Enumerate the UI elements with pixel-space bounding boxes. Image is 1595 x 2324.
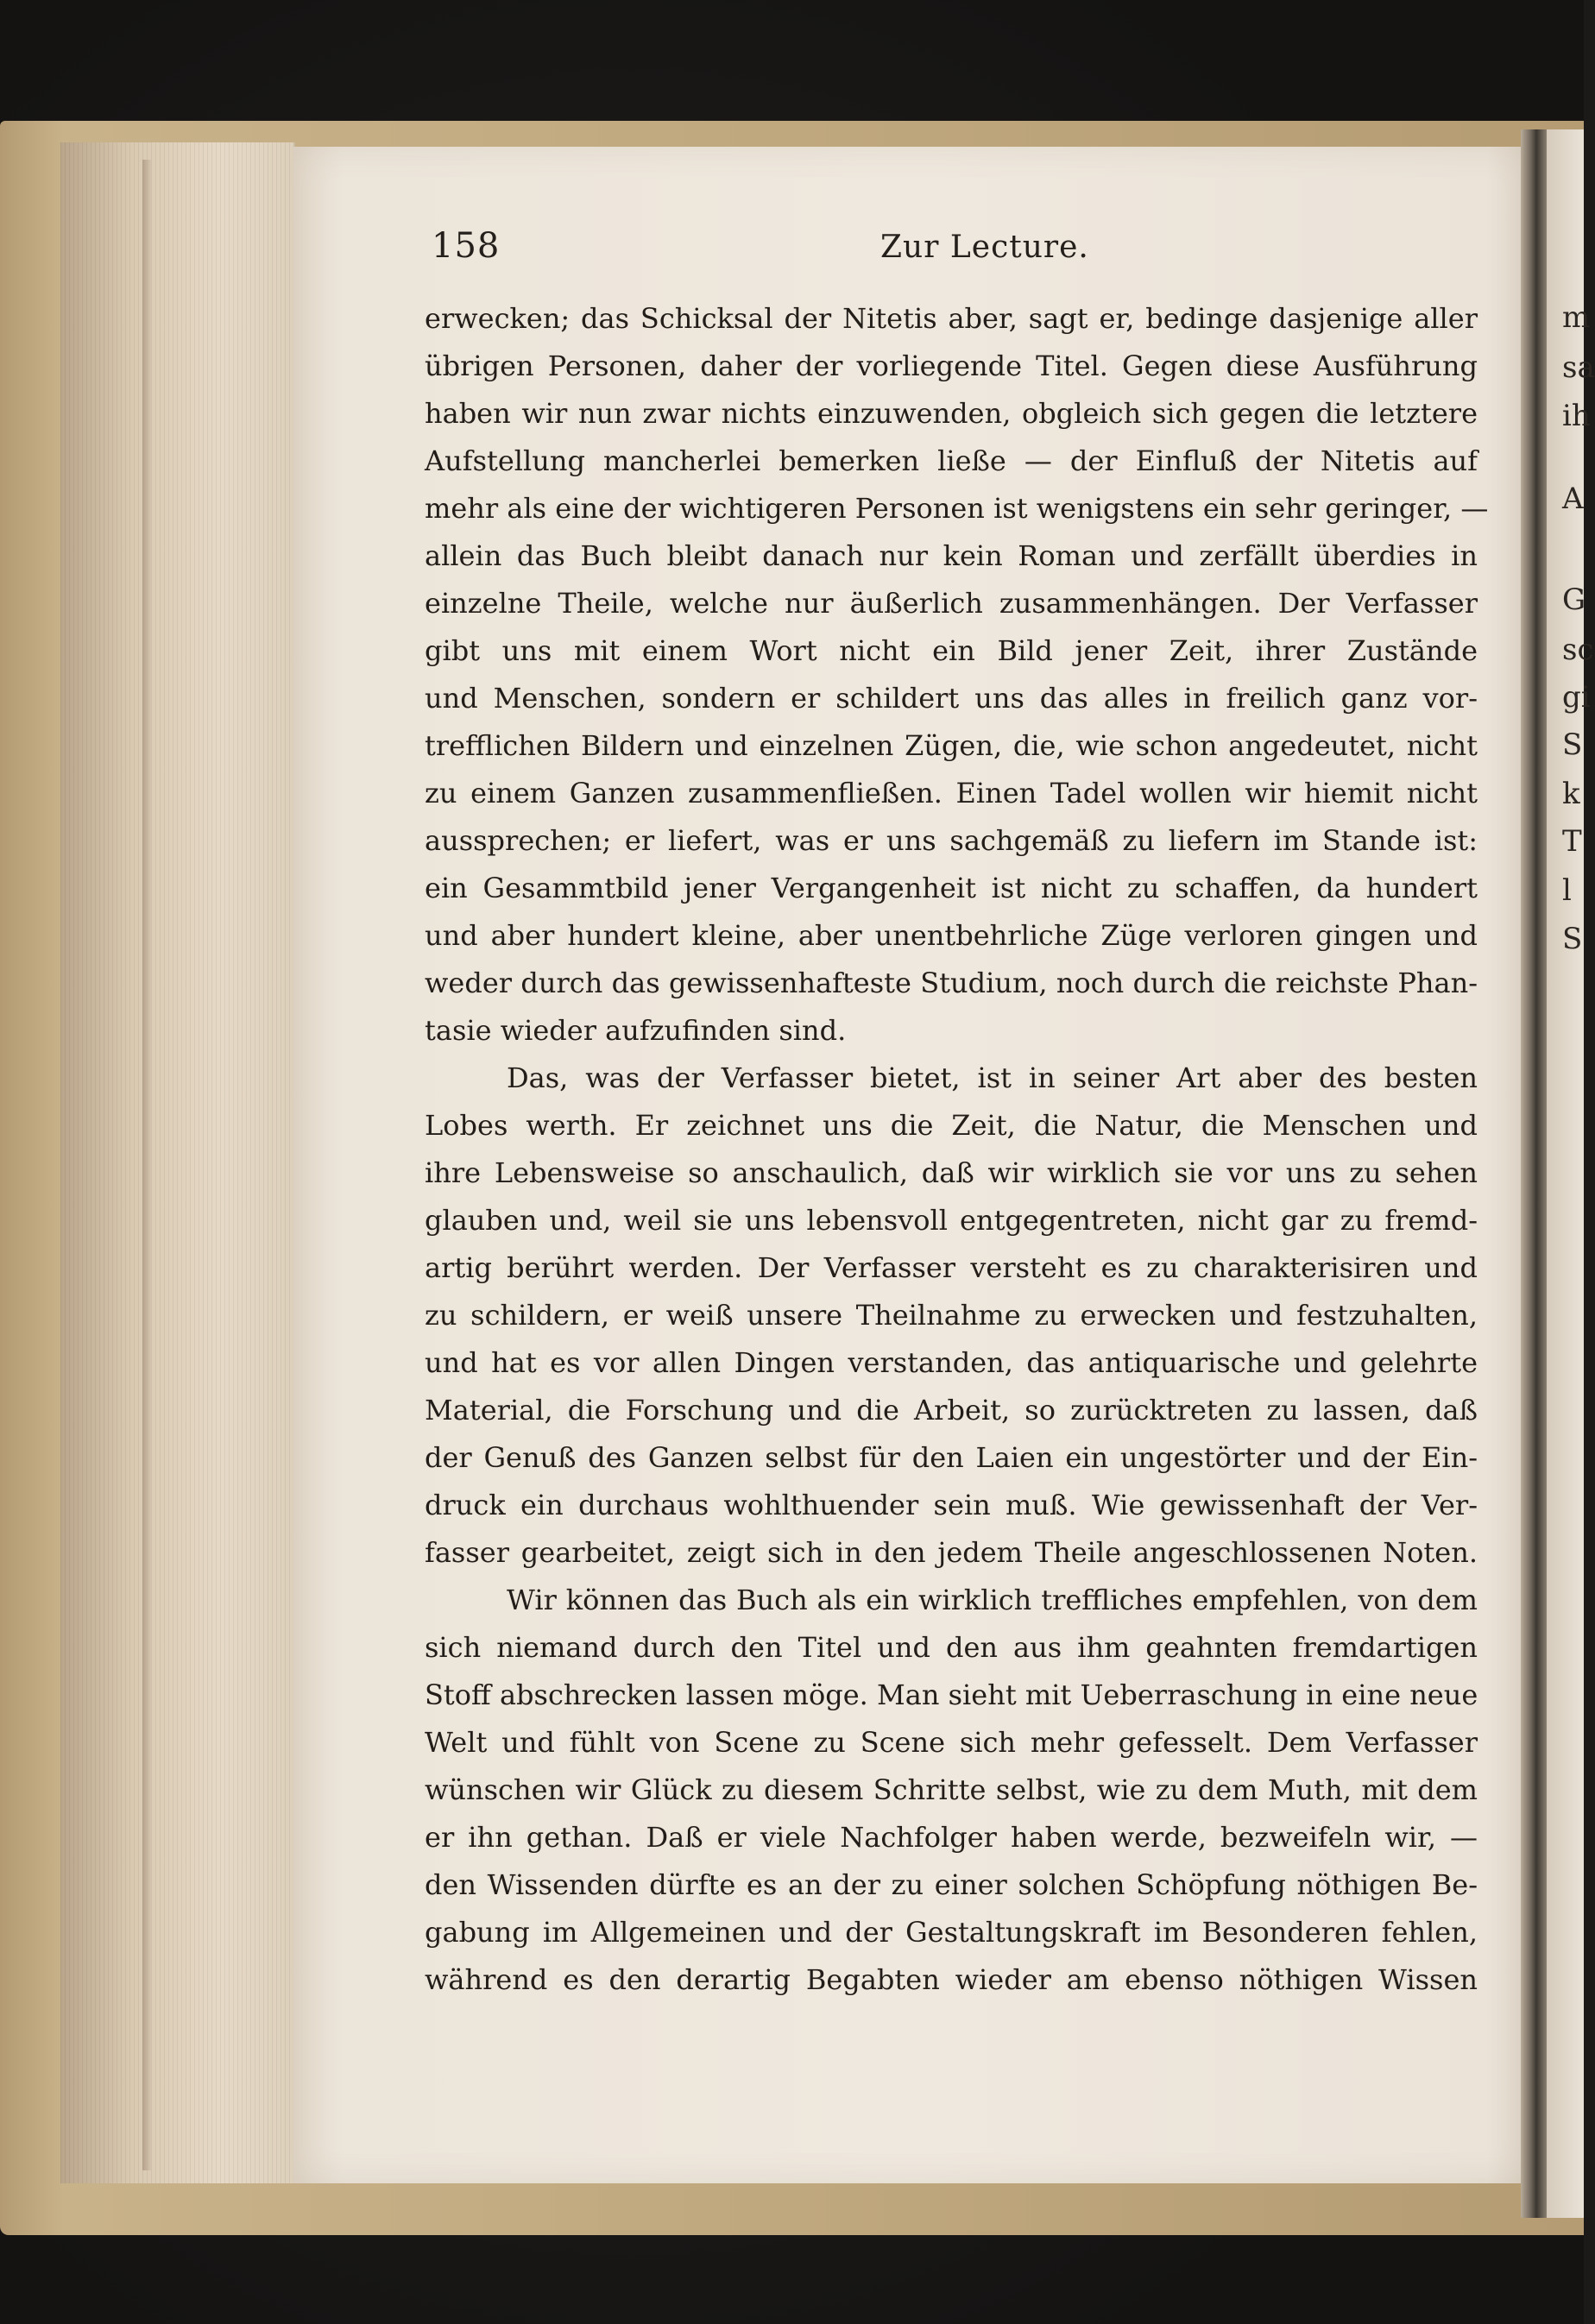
- text-line: der Genuß des Ganzen selbst für den Laien ein ungestörter und der Ein-: [425, 1441, 1478, 1474]
- text-line: Wir können das Buch als ein wirklich treffliches empfehlen, von dem: [507, 1584, 1478, 1616]
- page-header: [432, 226, 1480, 278]
- text-line: Das, was der Verfasser bietet, ist in seiner Art aber des besten: [507, 1061, 1478, 1094]
- text-line: druck ein durchaus wohlthuender sein muß. Wie gewissenhaft der Ver-: [425, 1489, 1478, 1521]
- next-page-fragment: S: [1562, 922, 1583, 956]
- next-page-fragment: G: [1562, 583, 1586, 617]
- next-page-fragment: S: [1562, 727, 1583, 762]
- text-line: tasie wieder aufzufinden sind.: [425, 1014, 847, 1047]
- next-page-fragment: ih: [1562, 399, 1591, 433]
- text-line: zu schildern, er weiß unsere Theilnahme zu erwecken und festzuhalten,: [425, 1299, 1478, 1332]
- next-page-fragment: T: [1562, 824, 1582, 859]
- page-number: 158: [432, 226, 501, 266]
- text-line: ein Gesammtbild jener Vergangenheit ist nicht zu schaffen, da hundert: [425, 872, 1478, 904]
- text-line: allein das Buch bleibt danach nur kein Roman und zerfällt überdies in: [425, 539, 1478, 572]
- next-page-fragment: sc: [1562, 633, 1594, 667]
- text-line: trefflichen Bildern und einzelnen Zügen, die, wie schon angedeutet, nicht: [425, 729, 1478, 762]
- next-page-fragment: k: [1562, 777, 1580, 811]
- text-line: und hat es vor allen Dingen verstanden, das antiquarische und gelehrte: [425, 1346, 1478, 1379]
- text-line: wünschen wir Glück zu diesem Schritte selbst, wie zu dem Muth, mit dem: [425, 1773, 1478, 1806]
- text-line: artig berührt werden. Der Verfasser versteht es zu charakterisiren und: [425, 1251, 1478, 1284]
- running-head: Zur Lecture.: [880, 230, 1089, 265]
- text-line: gabung im Allgemeinen und der Gestaltungskraft im Besonderen fehlen,: [425, 1916, 1478, 1949]
- next-page-fragment: m: [1562, 300, 1591, 335]
- text-line: sich niemand durch den Titel und den aus ihm geahnten fremdartigen: [425, 1631, 1478, 1664]
- text-line: zu einem Ganzen zusammenfließen. Einen Tadel wollen wir hiemit nicht: [425, 777, 1478, 809]
- text-line: fasser gearbeitet, zeigt sich in den jedem Theile angeschlossenen Noten.: [425, 1536, 1478, 1569]
- page-block-edge: [60, 142, 295, 2183]
- body-text: [425, 295, 1489, 2004]
- text-line: während es den derartig Begabten wieder am ebenso nöthigen Wissen: [425, 1963, 1478, 1996]
- book-page: [293, 147, 1536, 2183]
- text-line: Lobes werth. Er zeichnet uns die Zeit, die Natur, die Menschen und: [425, 1109, 1478, 1142]
- text-line: aussprechen; er liefert, was er uns sachgemäß zu liefern im Stande ist:: [425, 824, 1478, 857]
- text-line: er ihn gethan. Daß er viele Nachfolger haben werde, bezweifeln wir, —: [425, 1821, 1478, 1854]
- text-line: mehr als eine der wichtigeren Personen ist wenigstens ein sehr geringer, —: [425, 492, 1489, 525]
- text-line: glauben und, weil sie uns lebensvoll entgegentreten, nicht gar zu fremd-: [425, 1204, 1478, 1237]
- next-page-fragment: gi: [1562, 680, 1591, 715]
- page-fold: [142, 160, 151, 2170]
- text-line: Material, die Forschung und die Arbeit, so zurücktreten zu lassen, daß: [425, 1394, 1478, 1427]
- text-line: Stoff abschrecken lassen möge. Man sieht mit Ueberraschung in eine neue: [425, 1678, 1478, 1711]
- text-line: ihre Lebensweise so anschaulich, daß wir wirklich sie vor uns zu sehen: [425, 1156, 1478, 1189]
- text-line: Aufstellung mancherlei bemerken ließe — der Einfluß der Nitetis auf: [425, 444, 1478, 477]
- text-line: und Menschen, sondern er schildert uns das alles in freilich ganz vor-: [425, 682, 1478, 715]
- book-gutter: [1521, 129, 1547, 2218]
- text-line: übrigen Personen, daher der vorliegende Titel. Gegen diese Ausführung: [425, 350, 1478, 382]
- next-page-fragment: sa: [1562, 350, 1595, 385]
- text-line: erwecken; das Schicksal der Nitetis aber, sagt er, bedinge dasjenige aller: [425, 302, 1478, 335]
- text-line: den Wissenden dürfte es an der zu einer solchen Schöpfung nöthigen Be-: [425, 1868, 1478, 1901]
- text-line: und aber hundert kleine, aber unentbehrliche Züge verloren gingen und: [425, 919, 1478, 952]
- text-line: weder durch das gewissenhafteste Studium, noch durch die reichste Phan-: [425, 967, 1478, 999]
- next-page-edge: [1547, 129, 1595, 2218]
- next-page-fragment: A: [1562, 482, 1584, 516]
- text-line: haben wir nun zwar nichts einzuwenden, obgleich sich gegen die letztere: [425, 397, 1478, 430]
- text-line: Welt und fühlt von Scene zu Scene sich mehr gefesselt. Dem Verfasser: [425, 1726, 1478, 1759]
- next-page-fragment: l: [1562, 873, 1572, 908]
- text-line: gibt uns mit einem Wort nicht ein Bild jener Zeit, ihrer Zustände: [425, 634, 1478, 667]
- text-line: einzelne Theile, welche nur äußerlich zusammenhängen. Der Verfasser: [425, 587, 1478, 620]
